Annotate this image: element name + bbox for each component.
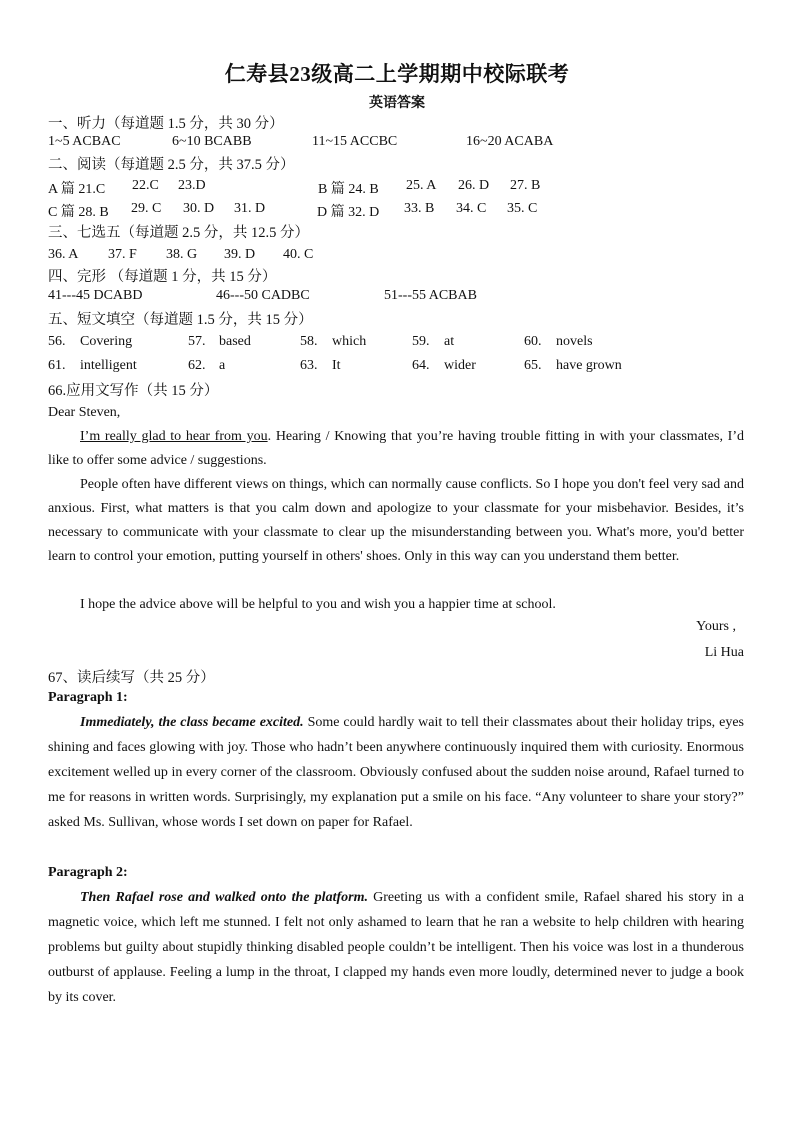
- letter-closing: Yours ,: [696, 619, 736, 634]
- reading-answer: 27. B: [510, 178, 541, 193]
- reading-answer: 23.D: [178, 178, 206, 193]
- reading-answer: A 篇 21.C: [48, 182, 106, 197]
- story-paragraph-1: [48, 710, 744, 835]
- listening-answer: 16~20 ACABA: [466, 134, 554, 149]
- reading-answer: 35. C: [507, 201, 538, 216]
- grammar-number: 62.: [188, 358, 206, 373]
- letter-opening-rest: . Hearing / Knowing that you’re having trouble fitting in with your classmates, I’d like to offer some advice / suggestions.: [48, 429, 744, 468]
- story-paragraph-2: [48, 885, 744, 1010]
- story-lead-sentence: Then Rafael rose and walked onto the platform.: [80, 890, 368, 905]
- seven-heading: 三、七选五（每道题 2.5 分，共 12.5 分）: [48, 225, 309, 241]
- story-lead-sentence: Immediately, the class became excited.: [80, 715, 304, 730]
- grammar-number: 60.: [524, 334, 542, 349]
- letter-greeting: Dear Steven,: [48, 405, 121, 420]
- listening-answer: 6~10 BCABB: [172, 134, 252, 149]
- grammar-answer: It: [332, 358, 341, 373]
- reading-answer: 25. A: [406, 178, 437, 193]
- reading-answer: C 篇 28. B: [48, 205, 109, 220]
- reading-heading: 二、阅读（每道题 2.5 分，共 37.5 分）: [48, 157, 295, 173]
- grammar-answer: at: [444, 334, 455, 349]
- grammar-number: 59.: [412, 334, 430, 349]
- grammar-number: 58.: [300, 334, 318, 349]
- grammar-number: 64.: [412, 358, 430, 373]
- continuation-heading: 67、读后续写（共 25 分）: [48, 670, 215, 686]
- grammar-number: 57.: [188, 334, 206, 349]
- grammar-answer: have grown: [556, 358, 622, 373]
- grammar-number: 61.: [48, 358, 66, 373]
- reading-answer: 22.C: [132, 178, 159, 193]
- reading-answer: 34. C: [456, 201, 487, 216]
- seven-answer: 40. C: [283, 247, 314, 262]
- writing-heading: 66.应用文写作（共 15 分）: [48, 383, 219, 399]
- grammar-number: 63.: [300, 358, 318, 373]
- seven-answer: 36. A: [48, 247, 79, 262]
- grammar-answer: based: [219, 334, 251, 349]
- reading-answer: 33. B: [404, 201, 435, 216]
- story-body: Greeting us with a confident smile, Rafael shared his story in a magnetic voice, which left me stunned. I felt not only ashamed to learn that he ran a website to help children with hearing problems but guilty about stupidly thinking disabled people couldn’t be intelligent. Then his voice was lost in a thunderous outburst of applause. Feeling a lump in the throat, I clapped my hands even more loudly, determined never to judge a book by its cover.: [48, 890, 745, 1005]
- reading-answer: 30. D: [183, 201, 215, 216]
- letter-paragraph: People often have different views on things, which can normally cause conflicts. So I hope you don't feel very sad and anxious. First, what matters is that you calm down and apologize to your classmate for your misbehavior. Besides, it’s necessary to communicate with your classmate to clear up the misunderstanding between you. What's more, you'd better learn to control your emotion, putting yourself in others' shoes. Only in this way can you understand them better.: [48, 477, 744, 564]
- grammar-answer: novels: [556, 334, 593, 349]
- reading-answer: 26. D: [458, 178, 490, 193]
- letter-opening-underlined: I’m really glad to hear from you: [80, 429, 268, 444]
- page-title: 仁寿县23级高二上学期期中校际联考: [224, 62, 570, 86]
- listening-answer: 11~15 ACCBC: [312, 134, 398, 149]
- cloze-heading: 四、完形 （每道题 1 分，共 15 分）: [48, 269, 277, 285]
- grammar-answer: a: [219, 358, 226, 373]
- grammar-number: 65.: [524, 358, 542, 373]
- grammar-number: 56.: [48, 334, 66, 349]
- cloze-answer: 51---55 ACBAB: [384, 288, 477, 303]
- story-body: Some could hardly wait to tell their classmates about their holiday trips, eyes shining and faces glowing with joy. Those who hadn’t been anywhere continuously inquired them with curiosity. Enormous excitement welled up in every corner of the classroom. Obviously confused about the sudden noise around, Rafael turned to me for reasons in written words. Surprisingly, my explanation put a smile on his face. “Any volunteer to share your story?” asked Ms. Sullivan, whose words I set down on paper for Rafael.: [48, 715, 744, 830]
- reading-answer: 31. D: [234, 201, 266, 216]
- paragraph-label: Paragraph 1:: [48, 690, 128, 705]
- seven-answer: 39. D: [224, 247, 256, 262]
- grammar-answer: which: [332, 334, 367, 349]
- reading-answer: 29. C: [131, 201, 162, 216]
- reading-answer: D 篇 32. D: [317, 205, 380, 220]
- grammar-answer: wider: [444, 358, 476, 373]
- letter-paragraph: I hope the advice above will be helpful to you and wish you a happier time at school.: [80, 597, 556, 612]
- page-subtitle: 英语答案: [369, 96, 425, 111]
- listening-heading: 一、听力（每道题 1.5 分，共 30 分）: [48, 116, 284, 132]
- cloze-answer: 41---45 DCABD: [48, 288, 143, 303]
- grammar-heading: 五、短文填空（每道题 1.5 分，共 15 分）: [48, 312, 313, 328]
- seven-answer: 37. F: [108, 247, 137, 262]
- reading-answer: B 篇 24. B: [318, 182, 379, 197]
- seven-answer: 38. G: [166, 247, 198, 262]
- letter-signature: Li Hua: [704, 645, 744, 660]
- grammar-answer: intelligent: [80, 358, 137, 373]
- listening-answer: 1~5 ACBAC: [48, 134, 121, 149]
- grammar-answer: Covering: [80, 334, 133, 349]
- letter-paragraph: [48, 425, 744, 473]
- paragraph-label: Paragraph 2:: [48, 865, 128, 880]
- cloze-answer: 46---50 CADBC: [216, 288, 310, 303]
